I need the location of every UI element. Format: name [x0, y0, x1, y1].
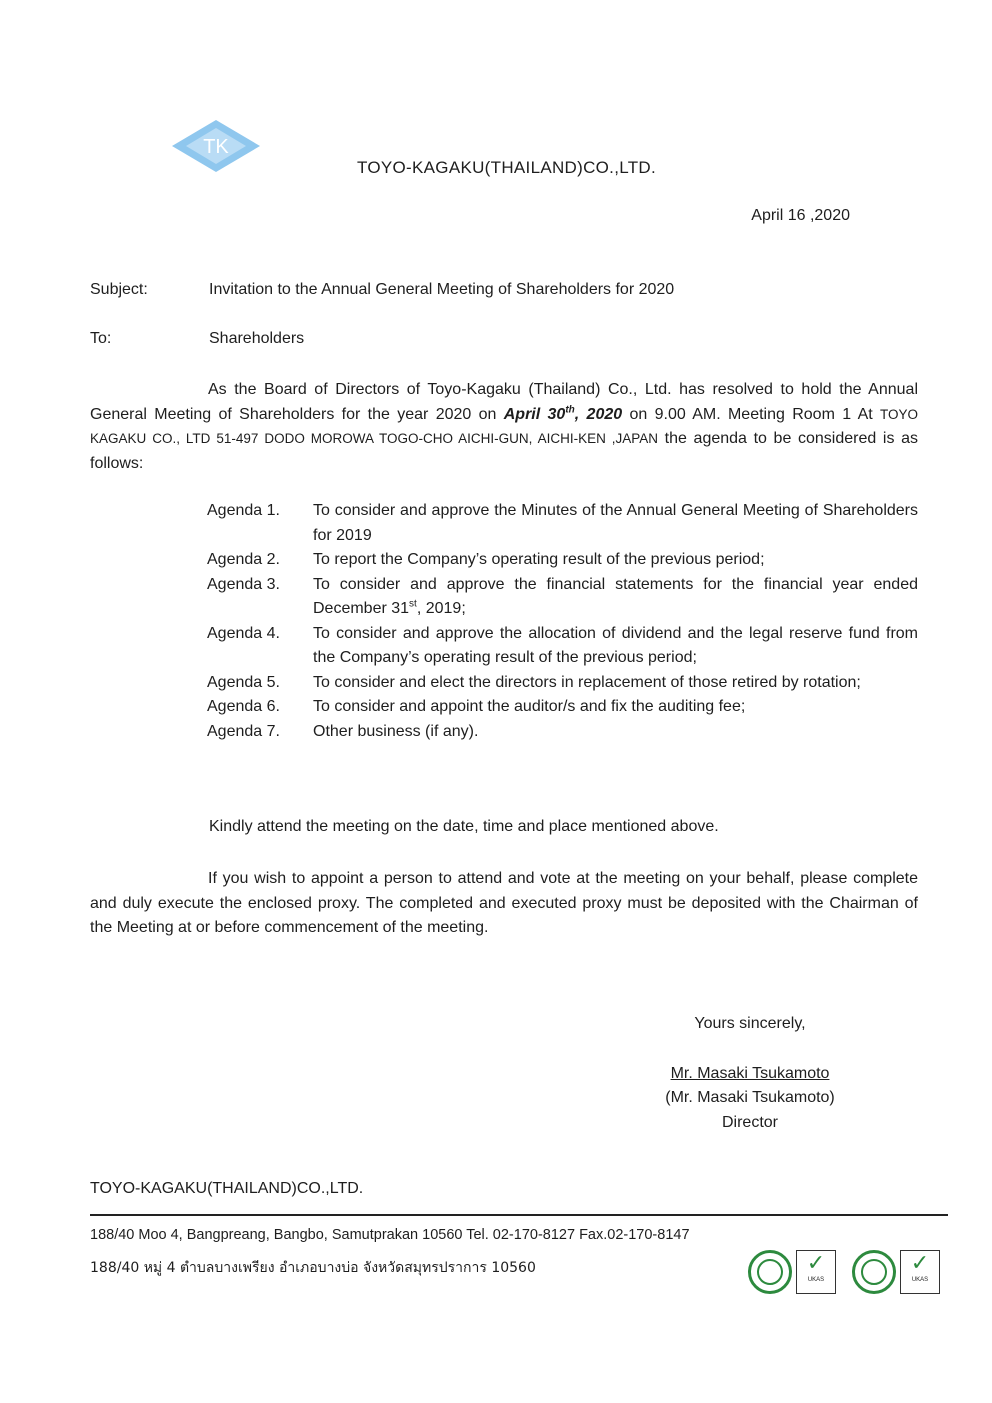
check-icon: ✓ [910, 1251, 930, 1276]
to-label: To: [90, 330, 112, 347]
agenda-label: Agenda 7. [207, 722, 280, 740]
intro-part1: As the Board of Directors of Toyo-Kagaku (Thailand) Co., Ltd. has resolved to hold the Annual General Meeting of Shareholders for the year 2020 on [90, 381, 918, 423]
agenda-text: To report the Company’s operating result of the previous period; [313, 551, 765, 568]
agenda-item [207, 499, 918, 548]
company-title: TOYO-KAGAKU(THAILAND)CO.,LTD. [357, 158, 656, 177]
intro-paragraph [90, 378, 918, 476]
certification-logos [748, 1250, 948, 1304]
agenda-text: To consider and elect the directors in replacement of those retired by rotation; [313, 673, 861, 691]
agenda-item [207, 622, 918, 671]
footer-company: TOYO-KAGAKU(THAILAND)CO.,LTD. [90, 1180, 364, 1197]
agenda-label: Agenda 3. [207, 575, 280, 593]
agenda-list [207, 499, 918, 744]
signer-title: Director [721, 1113, 778, 1131]
agenda-text: Other business (if any). [313, 722, 479, 740]
check-icon: ✓ [806, 1251, 826, 1276]
to-text: Shareholders [209, 330, 305, 347]
footer-divider [90, 1214, 948, 1216]
agenda-text: To consider and approve the financial statements for the financial year ended December 31st, 2019; [313, 575, 918, 617]
logo-lettering: TK [203, 136, 229, 158]
ukas-label: UKAS [911, 1277, 929, 1283]
ukas-label: UKAS [807, 1277, 825, 1283]
agenda-item [207, 573, 918, 622]
salutation: Yours sincerely, [694, 1015, 806, 1032]
agenda-item [207, 720, 918, 745]
agenda-label: Agenda 1. [207, 502, 280, 519]
agenda-label: Agenda 5. [207, 673, 280, 691]
address-english: 188/40 Moo 4, Bangpreang, Bangbo, Samutprakan 10560 Tel. 02-170-8127 Fax.02-170-8147 [90, 1227, 690, 1243]
attend-note: Kindly attend the meeting on the date, time and place mentioned above. [209, 818, 719, 835]
meeting-date: April 30th, 2020 [503, 404, 623, 423]
ukas-mark-icon [900, 1250, 940, 1294]
agenda-text: To consider and approve the allocation of dividend and the legal reserve fund from the Company’s operating result of the previous period; [313, 624, 918, 666]
agenda-item [207, 548, 918, 573]
subject-label: Subject: [90, 281, 148, 298]
signer-name: (Mr. Masaki Tsukamoto) [665, 1089, 835, 1106]
agenda-label: Agenda 2. [207, 551, 280, 568]
meeting-location: TOYO KAGAKU CO., LTD 51-497 DODO MOROWA TOGO-CHO AICHI-GUN, AICHI-KEN ,JAPAN [90, 406, 919, 446]
agenda-text: To consider and approve the Minutes of the Annual General Meeting of Shareholders for 2019 [313, 502, 918, 544]
signature: Mr. Masaki Tsukamoto [670, 1064, 830, 1082]
company-logo [170, 118, 262, 174]
subject-text: Invitation to the Annual General Meeting of Shareholders for 2020 [209, 281, 675, 298]
ukas-mark-icon [796, 1250, 836, 1294]
agenda-item [207, 671, 918, 696]
agenda-label: Agenda 6. [207, 698, 280, 715]
certification-seal-icon [748, 1250, 792, 1294]
agenda-item [207, 695, 918, 720]
intro-part3: the agenda to be considered is as follows: [90, 430, 918, 472]
agenda-label: Agenda 4. [207, 624, 280, 642]
certification-seal-icon [852, 1250, 896, 1294]
address-thai: 188/40 หมู่ 4 ตำบลบางเพรียง อำเภอบางบ่อ จังหวัดสมุทรปราการ 10560 [90, 1260, 536, 1276]
signature-block [630, 1012, 870, 1135]
agenda-text: To consider and appoint the auditor/s and fix the auditing fee; [313, 698, 746, 715]
proxy-paragraph [90, 867, 918, 941]
intro-part2: on 9.00 AM. Meeting Room 1 At [622, 405, 881, 423]
letter-date: April 16 ,2020 [751, 207, 850, 224]
proxy-note: If you wish to appoint a person to attend and vote at the meeting on your behalf, please complete and duly execute the enclosed proxy. The completed and executed proxy must be deposited with the Chairman of the Meeting at or before commencement of the meeting. [90, 870, 918, 936]
